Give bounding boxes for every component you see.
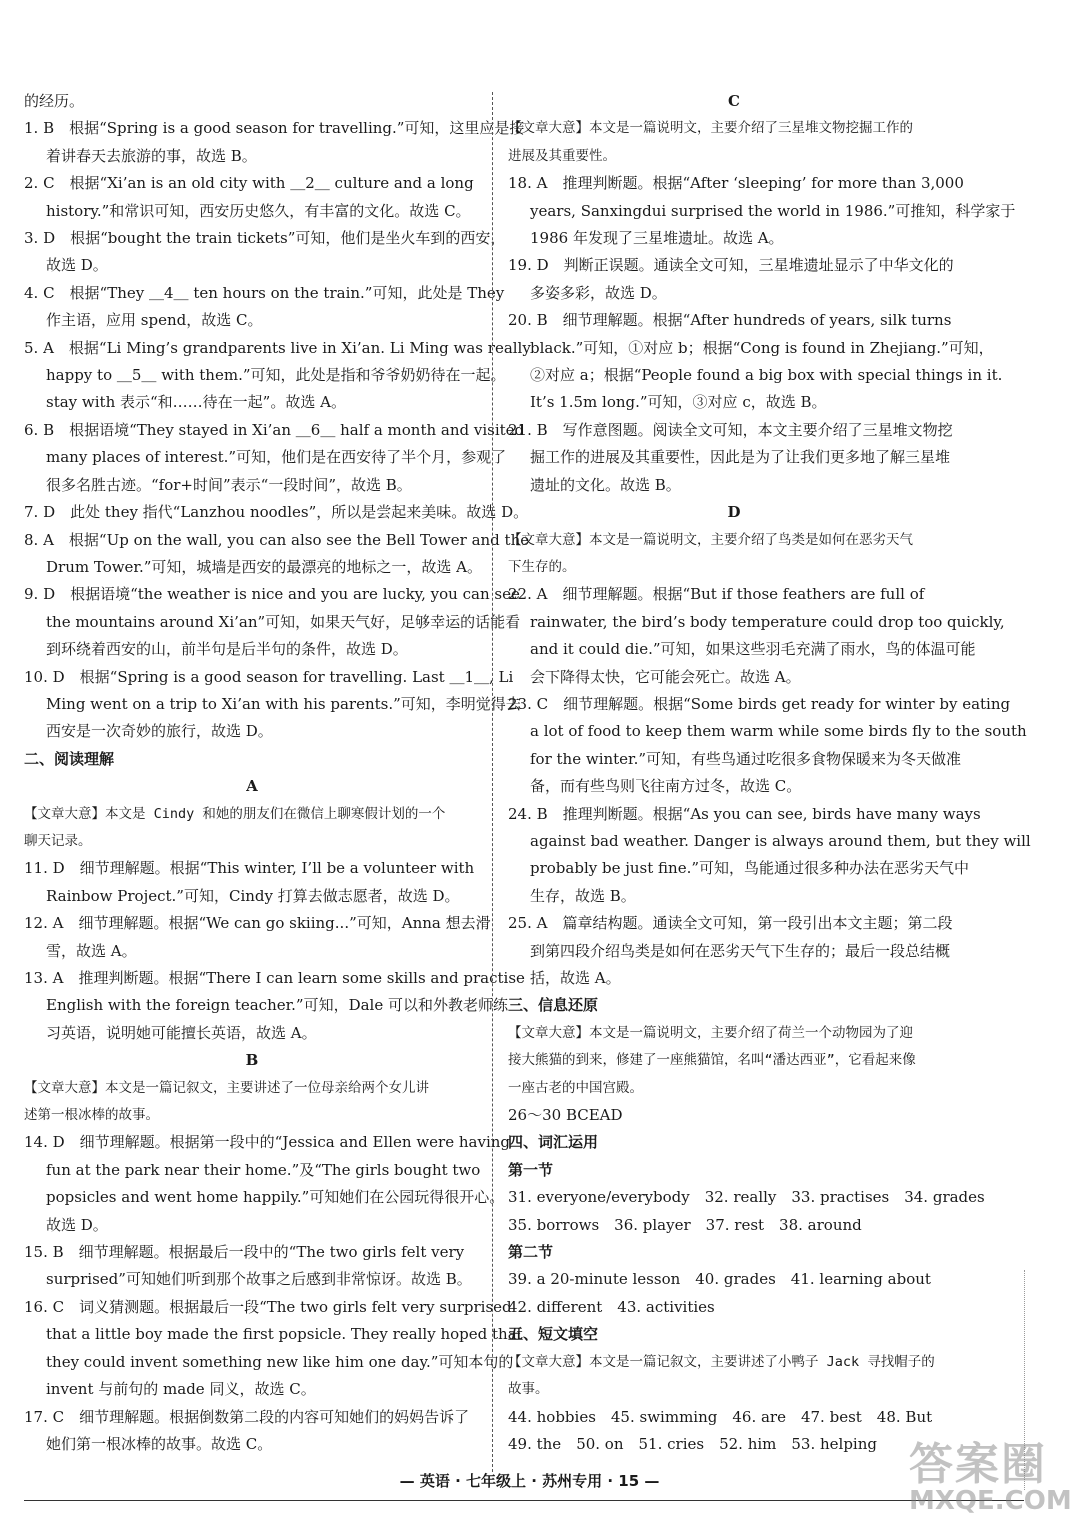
text-line: 1. B 根据“Spring is a good season for travelling.”可知，这里应是接	[24, 119, 525, 138]
text-line: A	[246, 777, 258, 796]
text-line: 掘工作的进展及其重要性，因此是为了让我们更多地了解三星堆	[530, 448, 951, 467]
text-line: black.”可知，①对应 b；根据“Cong is found in Zhejiang.”可知，	[530, 338, 994, 357]
text-line: 17. C 细节理解题。根据倒数第二段的内容可知她们的妈妈告诉了	[24, 1407, 470, 1426]
text-line: invent 与前句的 made 同义，故选 C。	[46, 1380, 316, 1399]
text-line: Drum Tower.”可知，城墙是西安的最漂亮的地标之一，故选 A。	[46, 557, 482, 576]
text-line: 11. D 细节理解题。根据“This winter, I’ll be a volunteer with	[24, 859, 475, 878]
text-line: 第一节	[508, 1160, 554, 1179]
text-line: 24. B 推理判断题。根据“As you can see, birds have many ways	[508, 804, 981, 823]
text-line: 14. D 细节理解题。根据第一段中的“Jessica and Ellen were having	[24, 1133, 511, 1152]
text-line: 3. D 根据“bought the train tickets”可知，他们是坐火车到的西安，	[24, 229, 506, 248]
text-line: fun at the park near their home.”及“The girls bought two	[46, 1160, 481, 1179]
text-line: popsicles and went home happily.”可知她们在公园玩得很开心。	[46, 1188, 505, 1207]
text-line: 西安是一次奇妙的旅行，故选 D。	[46, 722, 273, 741]
text-line: 生存，故选 B。	[530, 886, 636, 905]
text-line: happy to ＿5＿ with them.”可知，此处是指和爷爷奶奶待在一起。	[46, 366, 506, 385]
text-line: 9. D 根据语境“the weather is nice and you are lucky, you can see	[24, 585, 520, 604]
text-line: 第二节	[508, 1243, 554, 1262]
text-line: 10. D 根据“Spring is a good season for travelling. Last ＿1＿, Li	[24, 667, 514, 686]
text-line: 下生存的。	[508, 558, 576, 575]
page-footer: — 英语 · 七年级上 · 苏州专用 · 15 —	[399, 1472, 660, 1490]
text-line: 着讲春天去旅游的事，故选 B。	[46, 146, 257, 165]
text-line: 括，故选 A。	[530, 969, 621, 987]
text-line: Rainbow Project.”可知，Cindy 打算去做志愿者，故选 D。	[46, 886, 460, 905]
text-line: 二、阅读理解	[24, 749, 115, 768]
text-line: 故选 D。	[46, 256, 108, 275]
text-line: 【文章大意】本文是一篇说明文，主要介绍了荷兰一个动物园为了迎	[508, 1024, 913, 1041]
text-line: 23. C 细节理解题。根据“Some birds get ready for winter by eating	[508, 694, 1011, 713]
text-line: 三、信息还原	[508, 996, 599, 1015]
text-line: 故选 D。	[46, 1215, 108, 1234]
text-line: 31. everyone/everybody 32. really 33. practises 34. grades	[508, 1188, 985, 1207]
text-line: 遗址的文化。故选 B。	[530, 475, 681, 494]
text-line: years, Sanxingdui surprised the world in 1986.”可推知，科学家于	[530, 201, 1016, 220]
text-line: 会下降得太快，它可能会死亡。故选 A。	[530, 667, 801, 686]
text-line: 备，而有些鸟则飞往南方过冬，故选 C。	[530, 777, 802, 796]
text-line: 五、短文填空	[508, 1325, 599, 1344]
text-line: 到第四段介绍鸟类是如何在恶劣天气下生存的；最后一段总结概	[530, 941, 951, 960]
text-line: 13. A 推理判断题。根据“There I can learn some skills and practise	[24, 969, 525, 987]
text-line: a lot of food to keep them warm while some birds fly to the south	[530, 722, 1027, 741]
text-line: 39. a 20-minute lesson 40. grades 41. learning about	[508, 1270, 931, 1289]
text-line: 她们第一根冰棒的故事。故选 C。	[46, 1434, 273, 1453]
text-line: for the winter.”可知，有些鸟通过吃很多食物保暖来为冬天做准	[530, 749, 962, 768]
text-line: many places of interest.”可知，他们是在西安待了半个月，参观了	[46, 448, 507, 467]
text-line: 一座古老的中国宫殿。	[508, 1079, 643, 1096]
text-line: 22. A 细节理解题。根据“But if those feathers are full of	[508, 585, 925, 604]
text-line: 2. C 根据“Xi’an is an old city with ＿2＿ culture and a long	[24, 174, 474, 193]
text-line: 雪，故选 A。	[46, 941, 137, 960]
text-line: rainwater, the bird’s body temperature could drop too quickly,	[530, 612, 1005, 631]
text-line: 25. A 篇章结构题。通读全文可知，第一段引出本文主题；第二段	[508, 914, 953, 933]
text-line: 进展及其重要性。	[508, 147, 616, 164]
text-line: 【文章大意】本文是一篇记叙文，主要讲述了小鸭子 Jack 寻找帽子的	[508, 1353, 935, 1370]
text-line: 接大熊猫的到来，修建了一座熊猫馆，名叫“潘达西亚”，它看起来像	[508, 1052, 916, 1069]
text-line: 49. the 50. on 51. cries 52. him 53. helping	[508, 1434, 877, 1453]
text-line: 5. A 根据“Li Ming’s grandparents live in Xi’an. Li Ming was really	[24, 338, 531, 357]
text-line: 作主语，应用 spend，故选 C。	[46, 311, 263, 330]
text-line: 18. A 推理判断题。根据“After ‘sleeping’ for more than 3,000	[508, 174, 964, 193]
watermark-logo	[909, 1428, 1072, 1528]
text-line: 1986 年发现了三星堆遗址。故选 A。	[530, 229, 784, 248]
watermark-text: 答案圈	[909, 1439, 1047, 1490]
text-line: 7. D 此处 they 指代“Lanzhou noodles”，所以是尝起来美味。故选 D。	[24, 503, 529, 522]
text-line: against bad weather. Danger is always around them, but they will	[530, 831, 1031, 850]
text-line: and it could die.”可知，如果这些羽毛充满了雨水，鸟的体温可能	[530, 640, 976, 659]
text-line: 15. B 细节理解题。根据最后一段中的“The two girls felt very	[24, 1243, 465, 1262]
text-line: stay with 表示“和……待在一起”。故选 A。	[46, 393, 346, 412]
text-line: 很多名胜古迹。“for+时间”表示“一段时间”，故选 B。	[46, 475, 412, 494]
text-line: 16. C 词义猜测题。根据最后一段“The two girls felt very surprised	[24, 1297, 512, 1316]
right-column	[508, 88, 1031, 1458]
text-line: 42. different 43. activities	[508, 1297, 715, 1316]
watermark-url: MXQE.COM	[909, 1486, 1072, 1516]
text-line: It’s 1.5m long.”可知，③对应 c，故选 B。	[530, 393, 827, 412]
text-line: 4. C 根据“They ＿4＿ ten hours on the train.”可知，此处是 They	[24, 283, 505, 302]
text-line: 多姿多彩，故选 D。	[530, 283, 667, 302]
text-line: that a little boy made the first popsicle. They really hoped that	[46, 1325, 523, 1344]
text-line: 21. B 写作意图题。阅读全文可知，本文主要介绍了三星堆文物挖	[508, 420, 953, 439]
text-line: probably be just fine.”可知，鸟能通过很多种办法在恶劣天气中	[530, 859, 970, 878]
text-line: 述第一根冰棒的故事。	[24, 1107, 159, 1124]
text-line: 44. hobbies 45. swimming 46. are 47. best 48. But	[508, 1407, 933, 1426]
text-line: 故事。	[508, 1381, 549, 1398]
text-line: English with the foreign teacher.”可知，Dale 可以和外教老师练	[46, 996, 508, 1015]
text-line: 聊天记录。	[24, 832, 92, 849]
text-line: ②对应 a；根据“People found a big box with special things in it.	[530, 366, 1003, 385]
text-line: 19. D 判断正误题。通读全文可知，三星堆遗址显示了中华文化的	[508, 256, 954, 275]
text-line: 20. B 细节理解题。根据“After hundreds of years, silk turns	[508, 311, 952, 330]
text-line: C	[728, 92, 740, 110]
text-line: the mountains around Xi’an”可知，如果天气好，足够幸运的话能看	[46, 612, 521, 631]
text-line: 12. A 细节理解题。根据“We can go skiing...”可知，Anna 想去滑	[24, 914, 491, 933]
text-line: surprised”可知她们听到那个故事之后感到非常惊讶。故选 B。	[46, 1270, 472, 1289]
text-line: 【文章大意】本文是一篇说明文，主要介绍了鸟类是如何在恶劣天气	[508, 531, 913, 548]
text-line: 四、词汇运用	[508, 1133, 599, 1152]
text-line: B	[245, 1051, 259, 1070]
text-line: 【文章大意】本文是一篇说明文，主要介绍了三星堆文物挖掘工作的	[508, 120, 913, 137]
text-line: 习英语，说明她可能擅长英语，故选 A。	[46, 1023, 317, 1042]
text-line: 8. A 根据“Up on the wall, you can also see the Bell Tower and the	[24, 530, 530, 549]
text-line: 【文章大意】本文是一篇记叙文，主要讲述了一位母亲给两个女儿讲	[24, 1079, 429, 1096]
text-line: D	[727, 503, 741, 522]
text-line: 6. B 根据语境“They stayed in Xi’an ＿6＿ half a month and visited	[24, 420, 525, 439]
column-divider	[492, 92, 493, 1472]
text-line: Ming went on a trip to Xi’an with his parents.”可知，李明觉得去	[46, 694, 521, 713]
text-line: 35. borrows 36. player 37. rest 38. around	[508, 1215, 862, 1234]
text-line: 的经历。	[24, 92, 85, 110]
text-line: 【文章大意】本文是 Cindy 和她的朋友们在微信上聊寒假计划的一个	[24, 805, 446, 822]
text-line: history.”和常识可知，西安历史悠久，有丰富的文化。故选 C。	[46, 201, 471, 220]
text-line: 26～30 BCEAD	[508, 1106, 623, 1125]
text-line: they could invent something new like him one day.”可知本句的	[46, 1352, 514, 1371]
text-line: 到环绕着西安的山，前半句是后半句的条件，故选 D。	[46, 640, 408, 659]
footer-rule	[24, 1500, 1024, 1501]
